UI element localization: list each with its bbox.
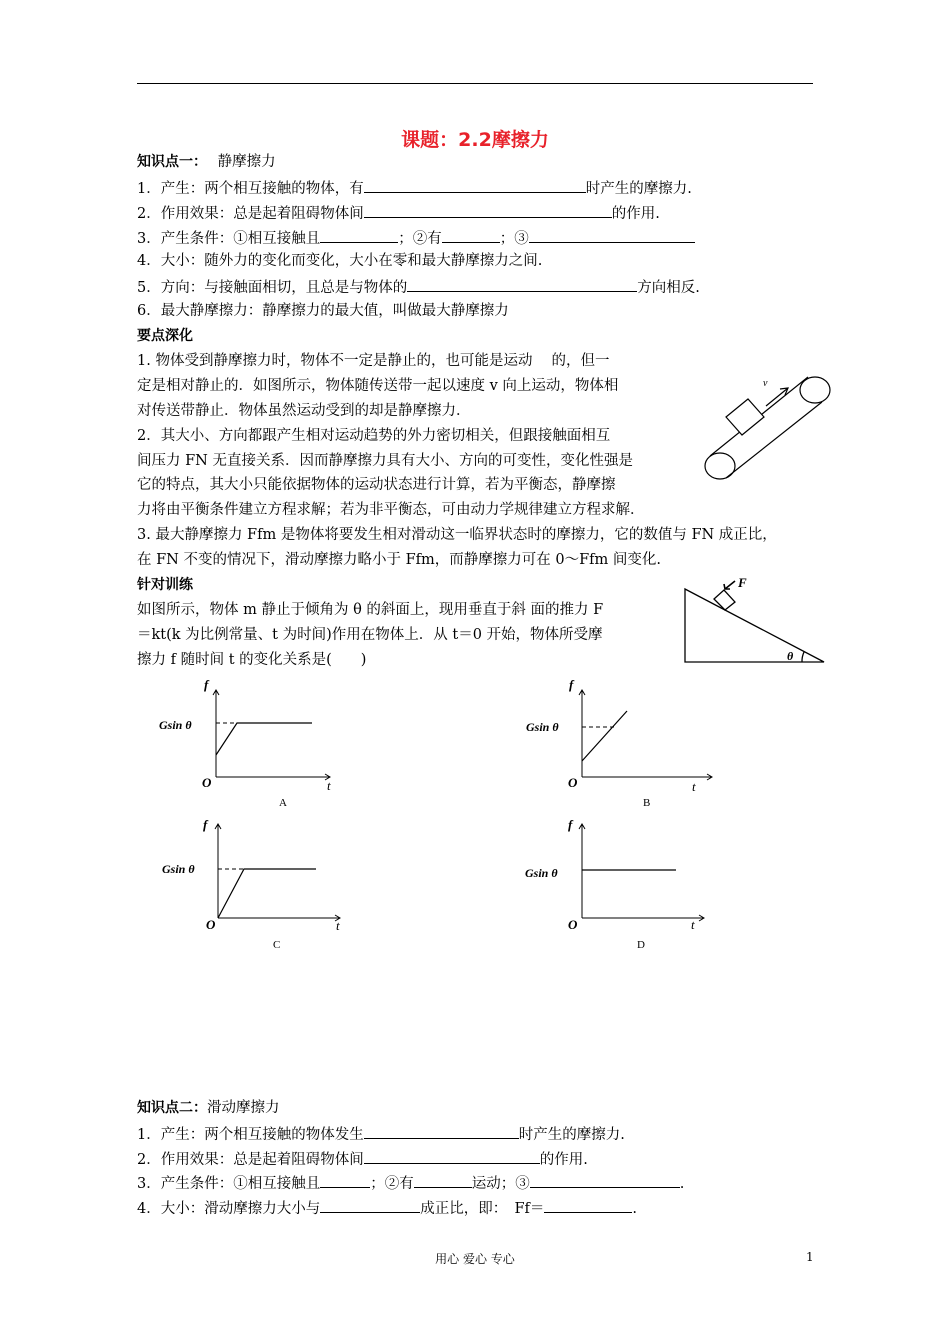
section1-heading-topic: 静摩擦力 <box>217 154 276 170</box>
curve <box>582 711 627 761</box>
level-label: Gsin θ <box>526 720 559 734</box>
training-line: 如图所示，物体 m 静止于倾角为 θ 的斜面上，现用垂直于斜 面的推力 F <box>137 602 604 618</box>
s2-item-1 <box>137 1123 625 1145</box>
s2-item-3-tail: . <box>679 1176 685 1192</box>
level-label: Gsin θ <box>162 862 195 876</box>
y-label: f <box>204 677 209 692</box>
section1-heading-label: 知识点一： <box>137 154 207 170</box>
x-label: t <box>336 918 340 933</box>
s2-item-4 <box>137 1197 637 1219</box>
force-label: F <box>738 575 747 590</box>
s2-item-2 <box>137 1148 588 1170</box>
blank[interactable] <box>364 177 586 193</box>
blank[interactable] <box>544 1197 632 1213</box>
deepen-line: 它的特点，其大小只能依据物体的运动状态进行计算，若为平衡态，静摩擦 <box>137 477 616 493</box>
s1-item-2 <box>137 202 660 224</box>
option-label-c: C <box>273 939 281 951</box>
s1-item-3-text: 3．产生条件：①相互接触且 <box>137 231 321 247</box>
blank[interactable] <box>364 1148 540 1164</box>
blank[interactable] <box>530 1172 680 1188</box>
s1-item-3-mid2: ；③ <box>499 231 529 247</box>
training-line: 擦力 f 随时间 t 的变化关系是( ) <box>137 652 367 668</box>
section2-heading-topic: 滑动摩擦力 <box>207 1100 280 1116</box>
s2-item-2-text: 2．作用效果：总是起着阻碍物体间 <box>137 1152 364 1168</box>
level-label: Gsin θ <box>159 718 192 732</box>
option-label-b: B <box>643 797 651 809</box>
s1-item-1 <box>137 177 692 199</box>
deepen-heading: 要点深化 <box>137 328 193 344</box>
x-label: t <box>692 779 696 794</box>
deepen-line: 力将由平衡条件建立方程求解；若为非平衡态，可由动力学规律建立方程求解． <box>137 502 645 518</box>
deepen-line: 1. 物体受到静摩擦力时，物体不一定是静止的，也可能是运动 的，但一 <box>137 353 610 369</box>
graph-option-b <box>524 672 724 812</box>
section2-heading <box>137 1098 280 1118</box>
s2-item-1-text: 1．产生：两个相互接触的物体发生 <box>137 1127 364 1143</box>
s2-item-1-tail: 时产生的摩擦力. <box>518 1127 625 1143</box>
footer-text: 用心 爱心 专心 <box>435 1252 515 1266</box>
deepen-line: 在 FN 不变的情况下，滑动摩擦力略小于 Ffm，而静摩擦力可在 0～Ffm 间变化. <box>137 552 661 568</box>
deepen-line: 间压力 FN 无直接关系．因而静摩擦力具有大小、方向的可变性，变化性强是 <box>137 453 633 469</box>
s1-item-5 <box>137 276 700 298</box>
s1-item-5-text: 5．方向：与接触面相切，且总是与物体的 <box>137 280 408 296</box>
s2-item-4-tail: . <box>632 1201 638 1217</box>
s1-item-1-text: 1．产生：两个相互接触的物体，有 <box>137 181 364 197</box>
angle-arc <box>802 652 804 662</box>
s2-item-2-tail: 的作用. <box>539 1152 588 1168</box>
angle-label: θ <box>787 649 794 663</box>
page-title: 课题：2.2摩擦力 <box>401 129 549 151</box>
blank[interactable] <box>407 276 637 292</box>
y-label: f <box>203 817 208 832</box>
blank[interactable] <box>414 1172 472 1188</box>
graph-option-a <box>155 672 355 812</box>
blank[interactable] <box>364 202 612 218</box>
level-label: Gsin θ <box>525 866 558 880</box>
s1-item-3 <box>137 227 695 249</box>
graph-option-d <box>524 815 724 955</box>
deepen-line: 2．其大小、方向都跟产生相对运动趋势的外力密切相关，但跟接触面相互 <box>137 428 611 444</box>
origin-label: O <box>202 775 212 790</box>
s2-item-3-text: 3．产生条件：①相互接触且 <box>137 1176 321 1192</box>
deepen-line: 定是相对静止的．如图所示，物体随传送带一起以速度 v 向上运动，物体相 <box>137 378 619 394</box>
y-label: f <box>568 817 573 832</box>
origin-label: O <box>568 917 578 932</box>
blank[interactable] <box>364 1123 519 1139</box>
header-rule <box>137 83 813 84</box>
blank[interactable] <box>442 227 500 243</box>
s2-item-4-text: 4．大小：滑动摩擦力大小与 <box>137 1201 321 1217</box>
s1-item-4: 4．大小：随外力的变化而变化，大小在零和最大静摩擦力之间. <box>137 253 543 269</box>
velocity-arrow <box>766 388 788 406</box>
blank[interactable] <box>320 1172 370 1188</box>
s2-item-3-mid2: 运动；③ <box>471 1176 530 1192</box>
conveyor-belt-figure <box>700 370 835 485</box>
velocity-label: v <box>763 378 768 389</box>
graph-option-c <box>160 815 360 955</box>
x-label: t <box>691 917 695 932</box>
blank[interactable] <box>529 227 695 243</box>
curve <box>218 869 316 918</box>
origin-label: O <box>206 917 216 932</box>
incline-figure <box>680 573 828 665</box>
deepen-line: 对传送带静止．物体虽然运动受到的却是静摩擦力． <box>137 403 471 419</box>
training-line: ＝kt(k 为比例常量、t 为时间)作用在物体上．从 t＝0 开始，物体所受摩 <box>137 627 603 643</box>
s1-item-2-text: 2．作用效果：总是起着阻碍物体间 <box>137 206 364 222</box>
training-heading: 针对训练 <box>137 577 193 593</box>
curve <box>216 723 312 755</box>
force-arrow <box>725 581 735 589</box>
section1-heading <box>137 152 276 172</box>
s1-item-6: 6．最大静摩擦力：静摩擦力的最大值，叫做最大静摩擦力 <box>137 303 509 319</box>
page-number: 1 <box>806 1250 814 1264</box>
s1-item-2-tail: 的作用. <box>611 206 660 222</box>
option-label-a: A <box>279 797 287 809</box>
blank[interactable] <box>320 227 398 243</box>
option-label-d: D <box>637 939 645 951</box>
deepen-line: 3. 最大静摩擦力 Ffm 是物体将要发生相对滑动这一临界状态时的摩擦力，它的数值与 FN 成正比， <box>137 527 777 543</box>
s1-item-1-tail: 时产生的摩擦力. <box>585 181 692 197</box>
y-label: f <box>569 677 574 692</box>
belt-block <box>726 399 764 435</box>
origin-label: O <box>568 775 578 790</box>
s1-item-5-tail: 方向相反. <box>637 280 700 296</box>
s2-item-3-mid1: ；②有 <box>370 1176 414 1192</box>
incline-block <box>714 590 735 610</box>
s1-item-3-mid1: ；②有 <box>398 231 442 247</box>
s2-item-3 <box>137 1172 684 1194</box>
s2-item-4-mid1: 成正比，即： Ff＝ <box>420 1201 545 1217</box>
blank[interactable] <box>320 1197 420 1213</box>
x-label: t <box>327 778 331 793</box>
belt-top-roller <box>800 377 830 403</box>
incline-triangle <box>685 589 824 662</box>
section2-heading-label: 知识点二： <box>137 1100 207 1116</box>
